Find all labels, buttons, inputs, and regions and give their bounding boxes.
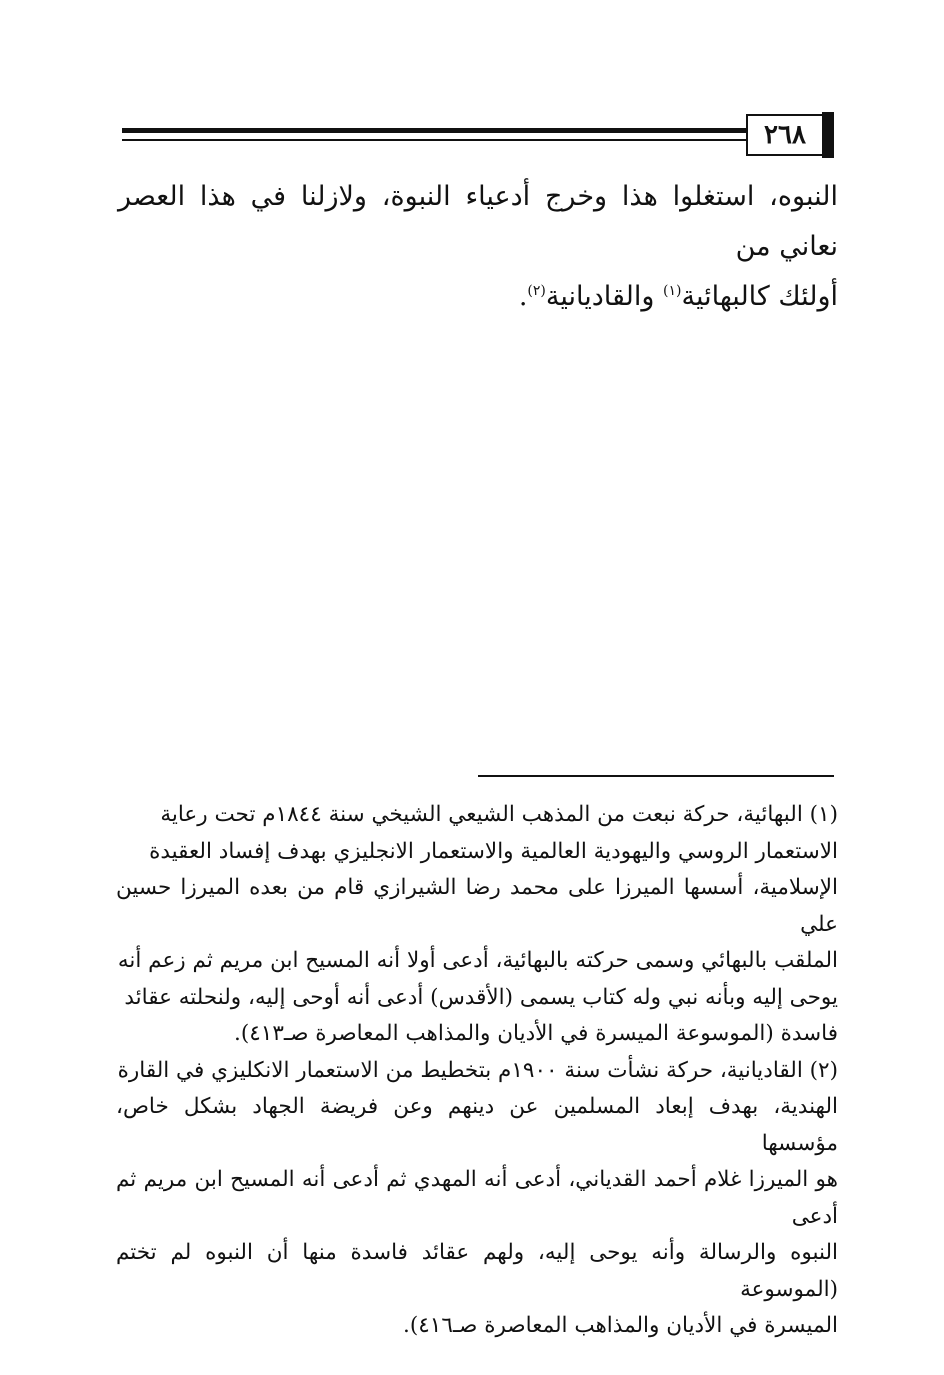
footnote-line: (١) البهائية، حركة نبعت من المذهب الشيعي الشيخي سنة ١٨٤٤م تحت رعاية [160, 802, 838, 827]
footnote-ref-1[interactable]: (١) [663, 283, 682, 299]
footnote-separator [478, 775, 834, 777]
body-line-2 [118, 272, 838, 322]
footnote-line: الملقب بالبهائي وسمى حركته بالبهائية، أدعى أولا أنه المسيح ابن مريم ثم زعم أنه [117, 948, 838, 973]
footnote-ref-2[interactable]: (٢) [527, 283, 546, 299]
header-rule-thick [122, 128, 746, 133]
footnotes [116, 797, 838, 1345]
body-line-2-end: . [518, 281, 528, 312]
body-line-2-text-cont: والقاديانية [545, 281, 664, 312]
footnote-line: (٢) القاديانية، حركة نشأت سنة ١٩٠٠م بتخطيط من الاستعمار الانكليزي في القارة [117, 1057, 838, 1083]
footnote-line: يوحى إليه وبأنه نبي وله كتاب يسمى (الأقدس) أدعى أنه أوحى إليه، ولنحلته عقائد [124, 984, 838, 1010]
header-rule-thin [122, 139, 746, 141]
footnote-line: الاستعمار الروسي واليهودية العالمية والاستعمار الانجليزي بهدف إفساد العقيدة [149, 838, 838, 864]
body-paragraph [118, 172, 838, 322]
footnote-line: النبوه والرسالة وأنه يوحى إليه، ولهم عقائد فاسدة منها أن النبوه لم تختم (الموسوعة [116, 1240, 838, 1302]
footnote-1 [116, 797, 838, 1053]
footnote-line: هو الميرزا غلام أحمد القدياني، أدعى أنه المهدي ثم أدعى أنه المسيح ابن مريم ثم أدعى [116, 1167, 838, 1229]
body-line-2-text: أولئك كالبهائية [681, 281, 838, 312]
footnote-line: فاسدة (الموسوعة الميسرة في الأديان والمذاهب المعاصرة صـ٤١٣). [234, 1021, 838, 1046]
footnote-line: الهندية، بهدف إبعاد المسلمين عن دينهم وعن فريضة الجهاد بشكل خاص، مؤسسها [116, 1094, 838, 1156]
footnote-line: الميسرة في الأديان والمذاهب المعاصرة صـ٤١٦). [402, 1313, 838, 1338]
page-number: ٢٦٨ [746, 114, 824, 156]
footnote-2 [116, 1053, 838, 1345]
body-line-1: النبوه، استغلوا هذا وخرج أدعياء النبوة، ولازلنا في هذا العصر نعاني من [118, 181, 838, 262]
footnote-line: الإسلامية، أسسها الميرزا على محمد رضا الشيرازي قام من بعده الميرزا حسين علي [116, 875, 838, 937]
